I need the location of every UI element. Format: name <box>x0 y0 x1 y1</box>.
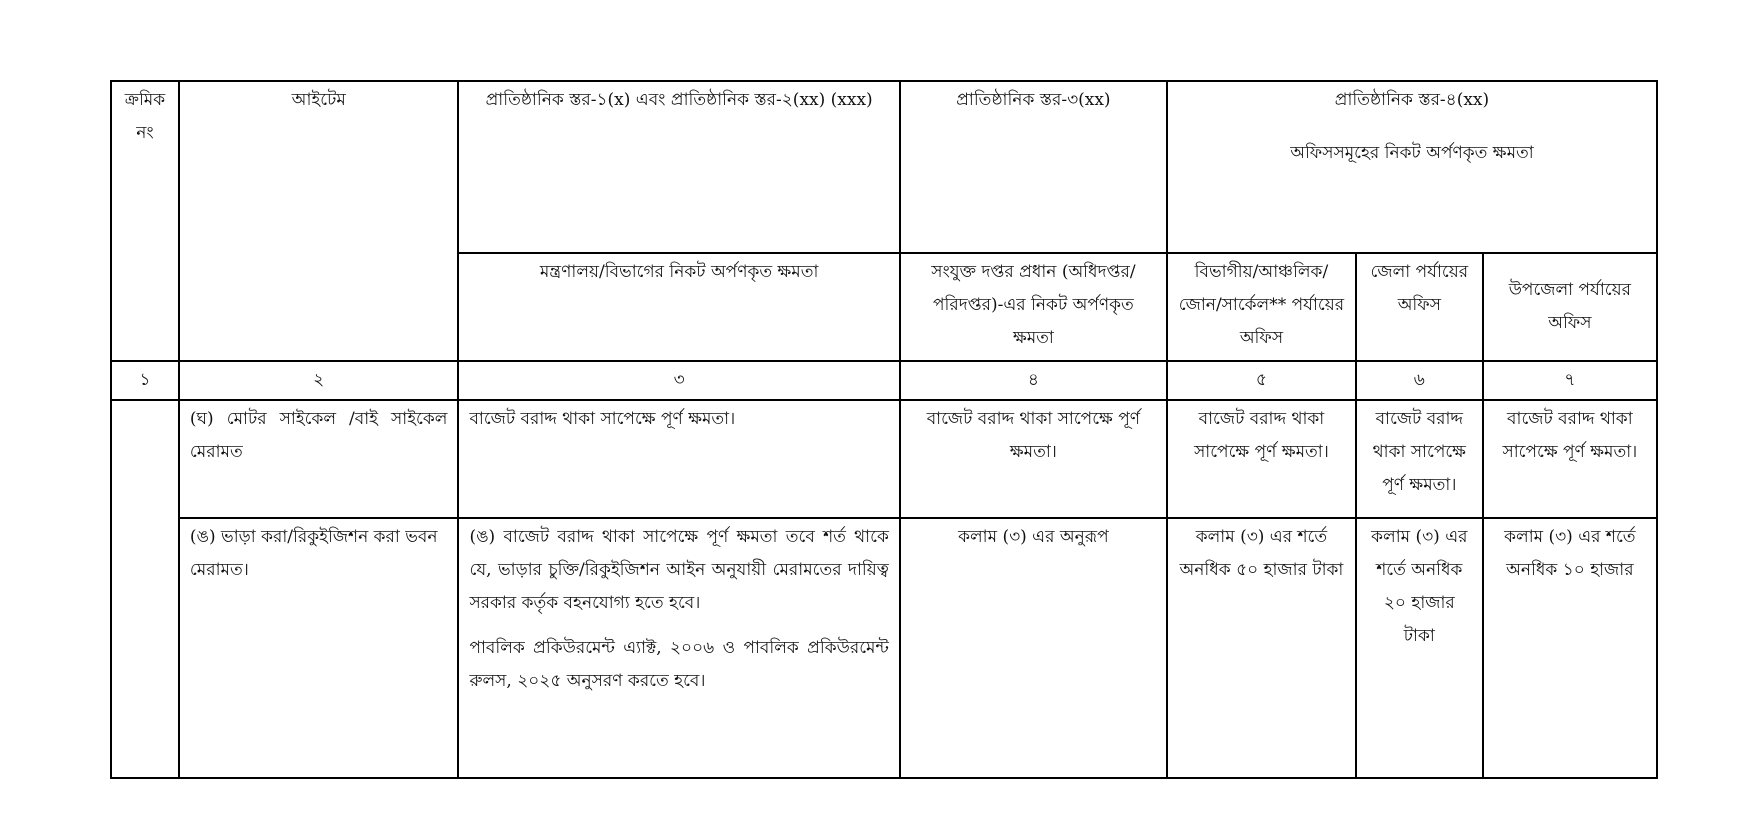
column-number: ২ <box>179 361 459 400</box>
dept-head-cell: বাজেট বরাদ্দ থাকা সাপেক্ষে পূর্ণ ক্ষমতা। <box>900 400 1167 518</box>
ministry-cell-paragraph: (ঙ) বাজেট বরাদ্দ থাকা সাপেক্ষে পূর্ণ ক্ষমতা তবে শর্ত থাকে যে, ভাড়ার চুক্তি/রিকুইজিশন আইন অনুযায়ী মেরামতের দায়িত্ব সরকার কর্তৃক বহনযোগ্য হতে হবে। <box>469 527 889 613</box>
header-level-1-2: প্রাতিষ্ঠানিক স্তর-১(x) এবং প্রাতিষ্ঠানিক স্তর-২(xx) (xxx) <box>458 81 899 253</box>
header-level-4-subtitle: অফিসসমূহের নিকট অর্পণকৃত ক্ষমতা <box>1290 143 1534 163</box>
column-number: ১ <box>111 361 179 400</box>
divisional-cell: বাজেট বরাদ্দ থাকা সাপেক্ষে পূর্ণ ক্ষমতা। <box>1167 400 1356 518</box>
upazila-cell: বাজেট বরাদ্দ থাকা সাপেক্ষে পূর্ণ ক্ষমতা। <box>1483 400 1657 518</box>
column-number: ৩ <box>458 361 899 400</box>
column-number: ৭ <box>1483 361 1657 400</box>
header-upazila-office: উপজেলা পর্যায়ের অফিস <box>1483 253 1657 361</box>
header-district-office: জেলা পর্যায়ের অফিস <box>1356 253 1483 361</box>
header-row-1 <box>111 81 1657 253</box>
table-row <box>111 400 1657 518</box>
item-cell: (ঙ) ভাড়া করা/রিকুইজিশন করা ভবন মেরামত। <box>179 518 459 778</box>
upazila-cell: কলাম (৩) এর শর্তে অনধিক ১০ হাজার <box>1483 518 1657 778</box>
header-level-4-title: প্রাতিষ্ঠানিক স্তর-৪(xx) <box>1334 90 1490 110</box>
district-cell: বাজেট বরাদ্দ থাকা সাপেক্ষে পূর্ণ ক্ষমতা। <box>1356 400 1483 518</box>
dept-head-cell: কলাম (৩) এর অনুরূপ <box>900 518 1167 778</box>
item-cell: (ঘ) মোটর সাইকেল /বাই সাইকেল মেরামত <box>179 400 459 518</box>
ministry-cell <box>458 518 899 778</box>
serial-cell <box>111 400 179 778</box>
header-serial: ক্রমিক নং <box>111 81 179 361</box>
header-dept-head: সংযুক্ত দপ্তর প্রধান (অধিদপ্তর/পরিদপ্তর)-এর নিকট অর্পণকৃত ক্ষমতা <box>900 253 1167 361</box>
header-item: আইটেম <box>179 81 459 361</box>
ministry-cell: বাজেট বরাদ্দ থাকা সাপেক্ষে পূর্ণ ক্ষমতা। <box>458 400 899 518</box>
header-level-3: প্রাতিষ্ঠানিক স্তর-৩(xx) <box>900 81 1167 253</box>
header-ministry: মন্ত্রণালয়/বিভাগের নিকট অর্পণকৃত ক্ষমতা <box>458 253 899 361</box>
column-number: ৬ <box>1356 361 1483 400</box>
header-level-4 <box>1167 81 1657 253</box>
table-row <box>111 518 1657 778</box>
header-divisional-office: বিভাগীয়/আঞ্চলিক/ জোন/সার্কেল** পর্যায়ের অফিস <box>1167 253 1356 361</box>
ministry-cell-paragraph: পাবলিক প্রকিউরমেন্ট এ্যাক্ট, ২০০৬ ও পাবলিক প্রকিউরমেন্ট রুলস, ২০২৫ অনুসরণ করতে হবে। <box>469 638 889 691</box>
delegation-table <box>110 80 1658 779</box>
district-cell: কলাম (৩) এর শর্তে অনধিক ২০ হাজার টাকা <box>1356 518 1483 778</box>
column-number: ৪ <box>900 361 1167 400</box>
column-number-row <box>111 361 1657 400</box>
column-number: ৫ <box>1167 361 1356 400</box>
divisional-cell: কলাম (৩) এর শর্তে অনধিক ৫০ হাজার টাকা <box>1167 518 1356 778</box>
